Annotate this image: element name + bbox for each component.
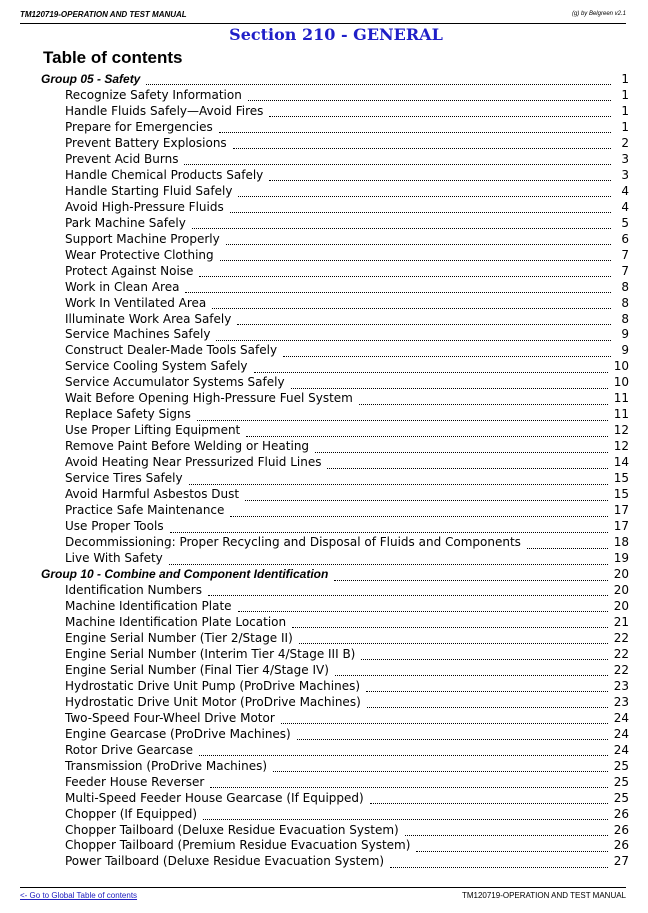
toc-entry-title[interactable]: Feeder House Reverser [65,775,210,789]
dot-leader [199,745,608,756]
toc-entry-title[interactable]: Chopper (If Equipped) [65,807,203,821]
toc-entry-title[interactable]: Service Machines Safely [65,327,216,341]
toc-entry-page[interactable]: 23 [613,678,629,693]
toc-entry-title[interactable]: Chopper Tailboard (Deluxe Residue Evacuation System) [65,823,405,837]
toc-entry[interactable] [0,758,648,774]
toc-entry-page[interactable]: 20 [613,598,629,613]
toc-entry-title[interactable]: Decommissioning: Proper Recycling and Disposal of Fluids and Components [65,535,527,549]
dot-leader [237,314,611,325]
toc-entry[interactable] [0,231,648,247]
toc-entry[interactable] [0,327,648,343]
toc-entry-page[interactable]: 26 [613,806,629,821]
toc-entry-page[interactable]: 20 [613,582,629,597]
dot-leader [335,665,608,676]
toc-entry[interactable] [0,183,648,199]
toc-entry-title[interactable]: Avoid High-Pressure Fluids [65,200,230,214]
dot-leader [297,729,608,740]
toc-entry-page[interactable]: 24 [613,742,629,757]
toc-entry-title[interactable]: Engine Serial Number (Tier 2/Stage II) [65,631,299,645]
toc-entry-title[interactable]: Support Machine Properly [65,232,226,246]
section-title: Section 210 - GENERAL [229,25,443,44]
toc-entry-page[interactable]: 7 [621,247,629,262]
toc-entry[interactable] [0,295,648,311]
toc-entry-page[interactable]: 8 [621,311,629,326]
toc-entry[interactable] [0,311,648,327]
toc-entry-title[interactable]: Chopper Tailboard (Premium Residue Evacuation System) [65,838,416,852]
toc-entry[interactable] [0,598,648,614]
toc-entry-title[interactable]: Engine Gearcase (ProDrive Machines) [65,727,297,741]
dot-leader [366,681,608,692]
dot-leader [208,585,608,596]
dot-leader [185,282,611,293]
toc-entry[interactable] [0,742,648,758]
toc-entry[interactable] [0,838,648,854]
dot-leader [192,218,611,229]
toc-entry[interactable] [0,103,648,119]
toc-entry-page[interactable]: 22 [613,662,629,677]
toc-entry-page[interactable]: 1 [621,87,629,102]
dot-leader [219,122,611,133]
dot-leader [269,170,611,181]
dot-leader [146,74,611,85]
toc-entry-page[interactable]: 1 [621,103,629,118]
toc-entry-title[interactable]: Service Tires Safely [65,471,189,485]
toc-entry-page[interactable]: 7 [621,263,629,278]
table-of-contents [0,71,648,869]
toc-heading: Table of contents [43,48,183,67]
toc-entry-title[interactable]: Use Proper Tools [65,519,170,533]
toc-entry-page[interactable]: 10 [613,375,629,390]
toc-entry[interactable] [0,167,648,183]
toc-entry-page[interactable]: 22 [613,646,629,661]
toc-entry[interactable] [0,374,648,390]
toc-entry-page[interactable]: 5 [621,215,629,230]
dot-leader [238,186,611,197]
dot-leader [327,458,607,469]
toc-entry-title[interactable]: Two-Speed Four-Wheel Drive Motor [65,711,281,725]
toc-entry-title[interactable]: Power Tailboard (Deluxe Residue Evacuation System) [65,854,390,868]
global-toc-link[interactable]: <- Go to Global Table of contents [20,891,138,900]
toc-entry-title[interactable]: Machine Identification Plate Location [65,615,292,629]
dot-leader [238,601,608,612]
toc-entry[interactable] [0,630,648,646]
toc-entry[interactable] [0,87,648,103]
toc-entry-page[interactable]: 27 [613,854,629,869]
toc-entry-title[interactable]: Practice Safe Maintenance [65,503,230,517]
toc-entry[interactable] [0,550,648,566]
dot-leader [246,426,607,437]
dot-leader [199,266,611,277]
page-header [20,9,626,24]
toc-group-entry[interactable] [0,566,648,582]
toc-entry-page[interactable]: 6 [621,231,629,246]
toc-entry-page[interactable]: 14 [613,455,629,470]
toc-entry-title[interactable]: Avoid Heating Near Pressurized Fluid Lines [65,455,327,469]
toc-group-entry[interactable] [0,71,648,87]
toc-entry[interactable] [0,151,648,167]
toc-entry[interactable] [0,342,648,358]
toc-entry-title[interactable]: Construct Dealer-Made Tools Safely [65,343,283,357]
dot-leader [390,857,608,868]
dot-leader [370,793,608,804]
dot-leader [269,106,611,117]
toc-entry-title[interactable]: Group 10 - Combine and Component Identification [41,567,334,581]
toc-entry[interactable] [0,438,648,454]
toc-entry-title[interactable]: Prepare for Emergencies [65,120,219,134]
dot-leader [273,761,608,772]
toc-entry[interactable] [0,502,648,518]
toc-entry[interactable] [0,119,648,135]
dot-leader [169,554,608,565]
toc-entry[interactable] [0,486,648,502]
toc-entry-page[interactable]: 11 [613,407,629,422]
toc-entry-page[interactable]: 25 [613,758,629,773]
toc-entry-title[interactable]: Group 05 - Safety [41,72,146,86]
toc-entry-page[interactable]: 15 [613,487,629,502]
toc-entry[interactable] [0,215,648,231]
dot-leader [226,234,611,245]
toc-entry-title[interactable]: Work In Ventilated Area [65,296,212,310]
toc-entry-page[interactable]: 1 [621,71,629,86]
dot-leader [220,250,611,261]
toc-entry-page[interactable]: 8 [621,279,629,294]
toc-entry-title[interactable]: Transmission (ProDrive Machines) [65,759,273,773]
dot-leader [299,633,608,644]
toc-entry[interactable] [0,726,648,742]
toc-entry-title[interactable]: Wear Protective Clothing [65,248,220,262]
toc-entry-title[interactable]: Service Accumulator Systems Safely [65,375,291,389]
toc-entry-page[interactable]: 17 [613,503,629,518]
toc-entry-page[interactable]: 11 [613,391,629,406]
dot-leader [248,90,611,101]
dot-leader [405,825,608,836]
dot-leader [184,154,611,165]
toc-entry-title[interactable]: Prevent Acid Burns [65,152,184,166]
toc-entry-page[interactable]: 12 [613,423,629,438]
toc-entry-title[interactable]: Avoid Harmful Asbestos Dust [65,487,245,501]
toc-entry[interactable] [0,135,648,151]
dot-leader [416,841,607,852]
toc-entry[interactable] [0,806,648,822]
toc-entry[interactable] [0,614,648,630]
toc-entry-title[interactable]: Live With Safety [65,551,169,565]
toc-entry[interactable] [0,518,648,534]
toc-entry-title[interactable]: Identification Numbers [65,583,208,597]
toc-entry[interactable] [0,582,648,598]
toc-entry-title[interactable]: Park Machine Safely [65,216,192,230]
header-credit: (g) by Belgreen v2.1 [571,11,626,17]
dot-leader [367,697,608,708]
page-footer [20,887,626,902]
toc-entry-page[interactable]: 20 [613,567,629,582]
dot-leader [291,378,608,389]
toc-entry[interactable] [0,694,648,710]
dot-leader [527,538,608,549]
toc-entry-title[interactable]: Handle Starting Fluid Safely [65,184,238,198]
dot-leader [197,410,608,421]
toc-entry-title[interactable]: Prevent Battery Explosions [65,136,233,150]
toc-entry[interactable] [0,247,648,263]
toc-entry[interactable] [0,678,648,694]
dot-leader [254,362,608,373]
toc-entry-page[interactable]: 25 [613,774,629,789]
toc-entry-page[interactable]: 22 [613,630,629,645]
toc-entry-title[interactable]: Service Cooling System Safely [65,359,254,373]
dot-leader [230,506,607,517]
toc-entry-title[interactable]: Engine Serial Number (Interim Tier 4/Stage III B) [65,647,361,661]
toc-entry-page[interactable]: 4 [621,199,629,214]
toc-entry-page[interactable]: 3 [621,151,629,166]
toc-entry-page[interactable]: 12 [613,439,629,454]
toc-entry[interactable] [0,646,648,662]
toc-entry-title[interactable]: Wait Before Opening High-Pressure Fuel System [65,391,359,405]
dot-leader [315,442,608,453]
toc-entry-title[interactable]: Hydrostatic Drive Unit Motor (ProDrive Machines) [65,695,367,709]
toc-entry[interactable] [0,853,648,869]
dot-leader [359,394,608,405]
toc-entry-title[interactable]: Replace Safety Signs [65,407,197,421]
header-manual-id: TM120719-OPERATION AND TEST MANUAL [20,10,187,19]
toc-entry[interactable] [0,406,648,422]
toc-entry-page[interactable]: 24 [613,726,629,741]
dot-leader [334,570,607,581]
toc-entry[interactable] [0,199,648,215]
dot-leader [245,490,608,501]
toc-entry-page[interactable]: 3 [621,167,629,182]
toc-entry-page[interactable]: 9 [621,327,629,342]
toc-entry[interactable] [0,279,648,295]
toc-entry-page[interactable]: 26 [613,838,629,853]
dot-leader [170,522,608,533]
toc-entry-title[interactable]: Protect Against Noise [65,264,199,278]
dot-leader [210,777,607,788]
dot-leader [361,649,607,660]
footer-manual-id: TM120719-OPERATION AND TEST MANUAL [461,891,626,900]
toc-entry-title[interactable]: Hydrostatic Drive Unit Pump (ProDrive Machines) [65,679,366,693]
toc-entry[interactable] [0,662,648,678]
toc-entry[interactable] [0,470,648,486]
toc-entry-title[interactable]: Rotor Drive Gearcase [65,743,199,757]
toc-entry-title[interactable]: Illuminate Work Area Safely [65,312,237,326]
toc-entry[interactable] [0,390,648,406]
dot-leader [283,346,611,357]
toc-entry-title[interactable]: Multi-Speed Feeder House Gearcase (If Equipped) [65,791,370,805]
toc-entry[interactable] [0,534,648,550]
toc-entry-page[interactable]: 26 [613,822,629,837]
toc-entry[interactable] [0,263,648,279]
toc-entry-page[interactable]: 25 [613,790,629,805]
toc-entry-page[interactable]: 19 [613,551,629,566]
dot-leader [203,809,608,820]
toc-entry-title[interactable]: Remove Paint Before Welding or Heating [65,439,315,453]
dot-leader [212,298,611,309]
toc-entry-page[interactable]: 15 [613,471,629,486]
dot-leader [189,474,608,485]
toc-entry-page[interactable]: 18 [613,535,629,550]
toc-entry[interactable] [0,790,648,806]
dot-leader [292,617,608,628]
toc-entry-title[interactable]: Engine Serial Number (Final Tier 4/Stage IV) [65,663,335,677]
toc-entry-page[interactable]: 2 [621,135,629,150]
dot-leader [281,713,608,724]
toc-entry[interactable] [0,822,648,838]
toc-entry-page[interactable]: 8 [621,295,629,310]
toc-entry-title[interactable]: Recognize Safety Information [65,88,248,102]
toc-entry[interactable] [0,422,648,438]
toc-entry-page[interactable]: 10 [613,359,629,374]
dot-leader [216,330,611,341]
toc-entry-page[interactable]: 9 [621,343,629,358]
toc-entry[interactable] [0,454,648,470]
toc-entry-page[interactable]: 17 [613,519,629,534]
toc-entry-title[interactable]: Use Proper Lifting Equipment [65,423,246,437]
toc-entry-page[interactable]: 24 [613,710,629,725]
toc-entry[interactable] [0,358,648,374]
toc-entry-page[interactable]: 1 [621,119,629,134]
toc-entry-title[interactable]: Handle Fluids Safely—Avoid Fires [65,104,269,118]
toc-entry[interactable] [0,774,648,790]
toc-entry-title[interactable]: Machine Identification Plate [65,599,238,613]
toc-entry-title[interactable]: Handle Chemical Products Safely [65,168,269,182]
toc-entry-page[interactable]: 4 [621,183,629,198]
toc-entry-page[interactable]: 21 [613,614,629,629]
toc-entry[interactable] [0,710,648,726]
dot-leader [230,202,611,213]
dot-leader [233,138,611,149]
toc-entry-page[interactable]: 23 [613,694,629,709]
toc-entry-title[interactable]: Work in Clean Area [65,280,185,294]
